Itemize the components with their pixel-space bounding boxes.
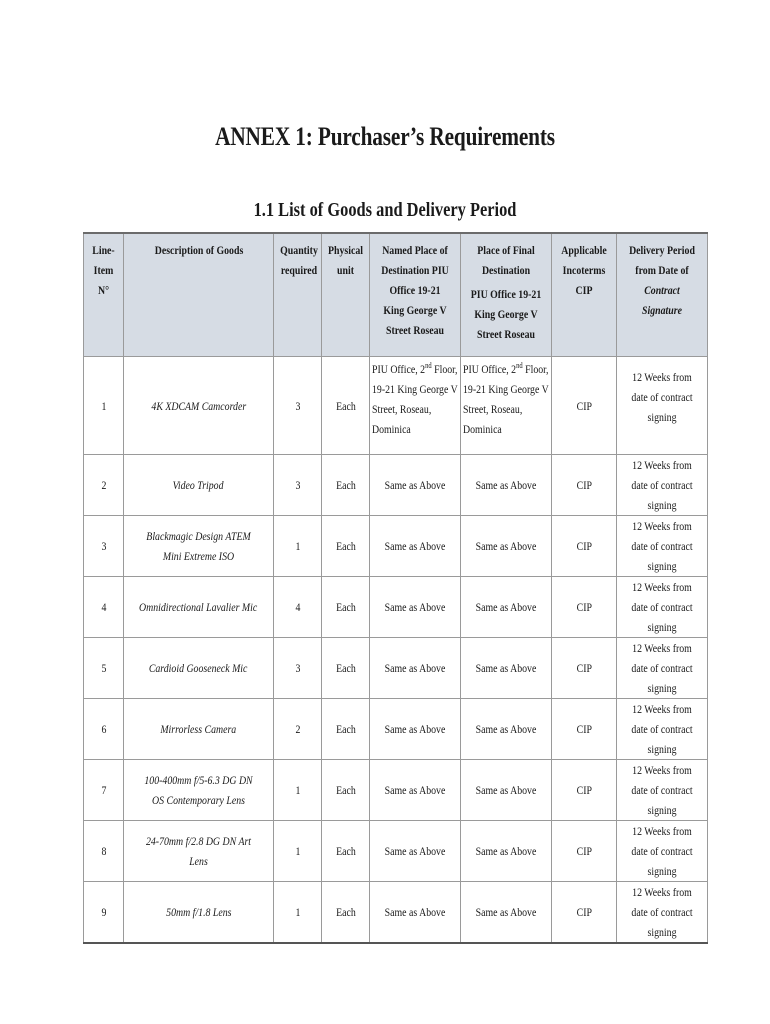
cell-description: Cardioid Gooseneck Mic [124, 638, 274, 699]
cell-description: 100-400mm f/5-6.3 DG DN OS Contemporary Lens [124, 760, 274, 821]
table-row [84, 821, 708, 882]
table-row [84, 455, 708, 516]
cell-named-place: Same as Above [370, 882, 461, 944]
header-unit: Physical unit [322, 233, 370, 357]
cell-unit: Each [322, 455, 370, 516]
cell-final-place: Same as Above [461, 638, 552, 699]
cell-line-no: 2 [84, 455, 124, 516]
cell-quantity: 4 [274, 577, 322, 638]
cell-delivery: 12 Weeks from date of contract signing [617, 516, 708, 577]
cell-named-place: Same as Above [370, 760, 461, 821]
cell-description: Blackmagic Design ATEM Mini Extreme ISO [124, 516, 274, 577]
page-title: ANNEX 1: Purchaser’s Requirements [215, 122, 555, 151]
cell-description: Omnidirectional Lavalier Mic [124, 577, 274, 638]
cell-line-no: 1 [84, 357, 124, 455]
goods-table [83, 232, 708, 944]
table-row [84, 357, 708, 455]
cell-final-place: Same as Above [461, 821, 552, 882]
cell-unit: Each [322, 638, 370, 699]
cell-quantity: 1 [274, 821, 322, 882]
header-incoterms: Applicable Incoterms CIP [552, 233, 617, 357]
cell-description: 50mm f/1.8 Lens [124, 882, 274, 944]
cell-named-place: PIU Office, 2nd Floor, 19-21 King George V Street, Roseau, Dominica [370, 357, 461, 455]
table-row [84, 638, 708, 699]
cell-final-place: Same as Above [461, 882, 552, 944]
cell-quantity: 1 [274, 882, 322, 944]
cell-delivery: 12 Weeks from date of contract signing [617, 821, 708, 882]
cell-incoterm: CIP [552, 455, 617, 516]
table-row [84, 516, 708, 577]
cell-named-place: Same as Above [370, 638, 461, 699]
header-line-item: Line-Item N° [84, 233, 124, 357]
cell-description: 4K XDCAM Camcorder [124, 357, 274, 455]
cell-description: Mirrorless Camera [124, 699, 274, 760]
cell-line-no: 4 [84, 577, 124, 638]
cell-unit: Each [322, 357, 370, 455]
cell-final-place: Same as Above [461, 699, 552, 760]
cell-quantity: 3 [274, 357, 322, 455]
cell-quantity: 1 [274, 516, 322, 577]
table-row [84, 882, 708, 944]
table-row [84, 699, 708, 760]
cell-delivery: 12 Weeks from date of contract signing [617, 455, 708, 516]
cell-unit: Each [322, 760, 370, 821]
table-row [84, 760, 708, 821]
cell-unit: Each [322, 699, 370, 760]
cell-delivery: 12 Weeks from date of contract signing [617, 638, 708, 699]
cell-delivery: 12 Weeks from date of contract signing [617, 760, 708, 821]
cell-named-place: Same as Above [370, 455, 461, 516]
cell-unit: Each [322, 882, 370, 944]
cell-incoterm: CIP [552, 577, 617, 638]
cell-unit: Each [322, 821, 370, 882]
cell-quantity: 1 [274, 760, 322, 821]
cell-incoterm: CIP [552, 760, 617, 821]
cell-line-no: 6 [84, 699, 124, 760]
table-row [84, 577, 708, 638]
header-named-place: Named Place of Destination PIU Office 19-21 King George V Street Roseau [370, 233, 461, 357]
cell-delivery: 12 Weeks from date of contract signing [617, 882, 708, 944]
cell-line-no: 9 [84, 882, 124, 944]
cell-line-no: 3 [84, 516, 124, 577]
cell-incoterm: CIP [552, 821, 617, 882]
cell-description: Video Tripod [124, 455, 274, 516]
cell-incoterm: CIP [552, 882, 617, 944]
cell-final-place: Same as Above [461, 455, 552, 516]
header-description: Description of Goods [124, 233, 274, 357]
header-quantity: Quantity required [274, 233, 322, 357]
cell-delivery: 12 Weeks from date of contract signing [617, 577, 708, 638]
cell-incoterm: CIP [552, 699, 617, 760]
cell-line-no: 7 [84, 760, 124, 821]
cell-line-no: 5 [84, 638, 124, 699]
cell-incoterm: CIP [552, 357, 617, 455]
cell-incoterm: CIP [552, 516, 617, 577]
cell-final-place: PIU Office, 2nd Floor, 19-21 King George V Street, Roseau, Dominica [461, 357, 552, 455]
cell-named-place: Same as Above [370, 821, 461, 882]
section-title: 1.1 List of Goods and Delivery Period [253, 199, 517, 221]
cell-incoterm: CIP [552, 638, 617, 699]
cell-named-place: Same as Above [370, 699, 461, 760]
cell-final-place: Same as Above [461, 516, 552, 577]
cell-delivery: 12 Weeks from date of contract signing [617, 357, 708, 455]
cell-quantity: 3 [274, 638, 322, 699]
cell-delivery: 12 Weeks from date of contract signing [617, 699, 708, 760]
header-final-place: Place of Final Destination PIU Office 19-21 King George V Street Roseau [461, 233, 552, 357]
cell-quantity: 2 [274, 699, 322, 760]
cell-final-place: Same as Above [461, 760, 552, 821]
cell-description: 24-70mm f/2.8 DG DN Art Lens [124, 821, 274, 882]
cell-unit: Each [322, 577, 370, 638]
cell-named-place: Same as Above [370, 516, 461, 577]
header-delivery: Delivery Period from Date of Contract Signature [617, 233, 708, 357]
cell-line-no: 8 [84, 821, 124, 882]
table-header-row [84, 233, 708, 357]
cell-final-place: Same as Above [461, 577, 552, 638]
cell-named-place: Same as Above [370, 577, 461, 638]
cell-quantity: 3 [274, 455, 322, 516]
cell-unit: Each [322, 516, 370, 577]
